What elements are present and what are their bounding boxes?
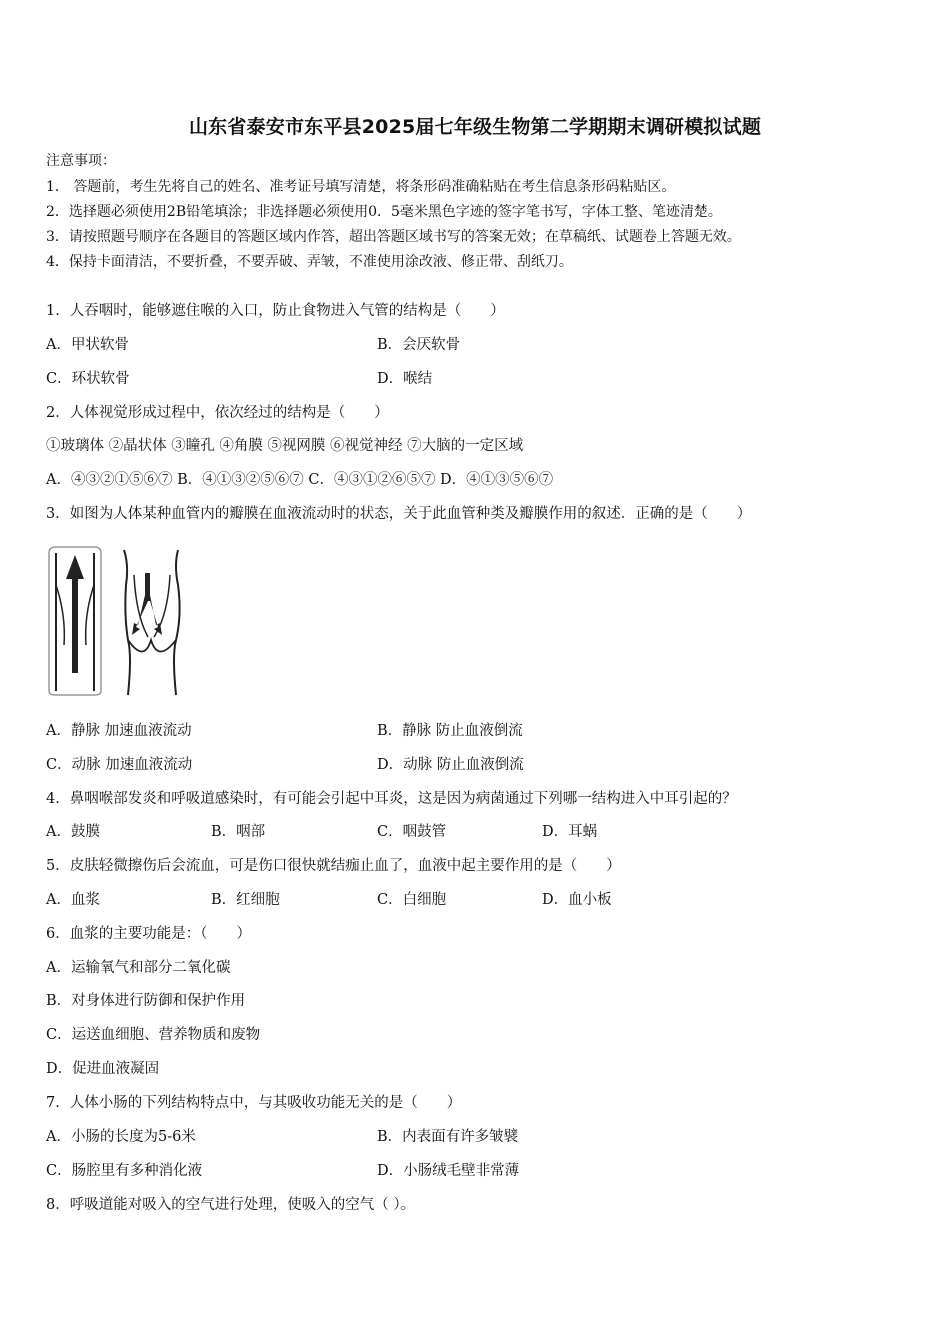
q6-option-d: D．促进血液凝固 <box>46 1061 160 1077</box>
q1-option-a: A．甲状软骨 <box>46 337 129 353</box>
question-3-stem: 3．如图为人体某种血管内的瓣膜在血液流动时的状态，关于此血管种类及瓣膜作用的叙述．正确的是（ ） <box>46 506 752 522</box>
question-5-stem: 5．皮肤轻微擦伤后会流血，可是伤口很快就结痂止血了，血液中起主要作用的是（ ） <box>46 858 621 874</box>
q6-option-a: A．运输氧气和部分二氧化碳 <box>46 960 231 976</box>
q7-option-a: A．小肠的长度为5-6米 <box>46 1129 196 1145</box>
q6-option-c: C．运送血细胞、营养物质和废物 <box>46 1027 261 1043</box>
q1-option-d: D．喉结 <box>377 371 433 387</box>
q7-option-b: B．内表面有许多皱襞 <box>377 1129 519 1145</box>
notice-item: 2．选择题必须使用2B铅笔填涂；非选择题必须使用0．5毫米黑色字迹的签字笔书写，字体工整、笔迹清楚。 <box>46 204 722 220</box>
vein-valve-figure <box>44 545 194 697</box>
q4-option-c: C．咽鼓管 <box>377 824 447 840</box>
q5-option-c: C．白细胞 <box>377 892 447 908</box>
q4-option-b: B．咽部 <box>211 824 266 840</box>
notice-item: 1． 答题前，考生先将自己的姓名、准考证号填写清楚，将条形码准确粘贴在考生信息条形码粘贴区。 <box>46 179 676 195</box>
question-6-stem: 6．血浆的主要功能是：（ ） <box>46 926 251 942</box>
question-2-stem: 2．人体视觉形成过程中，依次经过的结构是（ ） <box>46 405 389 421</box>
question-4-stem: 4．鼻咽喉部发炎和呼吸道感染时，有可能会引起中耳炎，这是因为病菌通过下列哪一结构进入中耳引起的？ <box>46 791 737 807</box>
notice-item: 3．请按照题号顺序在各题目的答题区域内作答，超出答题区域书写的答案无效；在草稿纸、试题卷上答题无效。 <box>46 229 741 245</box>
question-1-stem: 1．人吞咽时，能够遮住喉的入口，防止食物进入气管的结构是（ ） <box>46 303 505 319</box>
q1-option-c: C．环状软骨 <box>46 371 130 387</box>
question-7-stem: 7．人体小肠的下列结构特点中，与其吸收功能无关的是（ ） <box>46 1095 462 1111</box>
q3-option-a: A．静脉 加速血液流动 <box>46 723 192 739</box>
q2-options: A．④③②①⑤⑥⑦ B．④①③②⑤⑥⑦ C．④③①②⑥⑤⑦ D．④①③⑤⑥⑦ <box>46 472 554 488</box>
q4-option-a: A．鼓膜 <box>46 824 100 840</box>
q5-option-b: B．红细胞 <box>211 892 280 908</box>
q3-option-c: C．动脉 加速血液流动 <box>46 757 193 773</box>
q1-option-b: B．会厌软骨 <box>377 337 461 353</box>
q7-option-c: C．肠腔里有多种消化液 <box>46 1163 203 1179</box>
q3-option-b: B．静脉 防止血液倒流 <box>377 723 523 739</box>
q5-option-d: D．血小板 <box>542 892 612 908</box>
q7-option-d: D．小肠绒毛壁非常薄 <box>377 1163 520 1179</box>
q5-option-a: A．血浆 <box>46 892 100 908</box>
page-title: 山东省泰安市东平县2025届七年级生物第二学期期末调研模拟试题 <box>188 116 762 138</box>
notice-heading: 注意事项： <box>46 153 116 169</box>
question-8-stem: 8．呼吸道能对吸入的空气进行处理，使吸入的空气（ ）。 <box>46 1197 416 1213</box>
q2-items: ①玻璃体 ②晶状体 ③瞳孔 ④角膜 ⑤视网膜 ⑥视觉神经 ⑦大脑的一定区域 <box>46 438 524 454</box>
q4-option-d: D．耳蜗 <box>542 824 598 840</box>
q6-option-b: B．对身体进行防御和保护作用 <box>46 993 246 1009</box>
q3-option-d: D．动脉 防止血液倒流 <box>377 757 524 773</box>
notice-item: 4．保持卡面清洁，不要折叠，不要弄破、弄皱，不准使用涂改液、修正带、刮纸刀。 <box>46 254 573 270</box>
